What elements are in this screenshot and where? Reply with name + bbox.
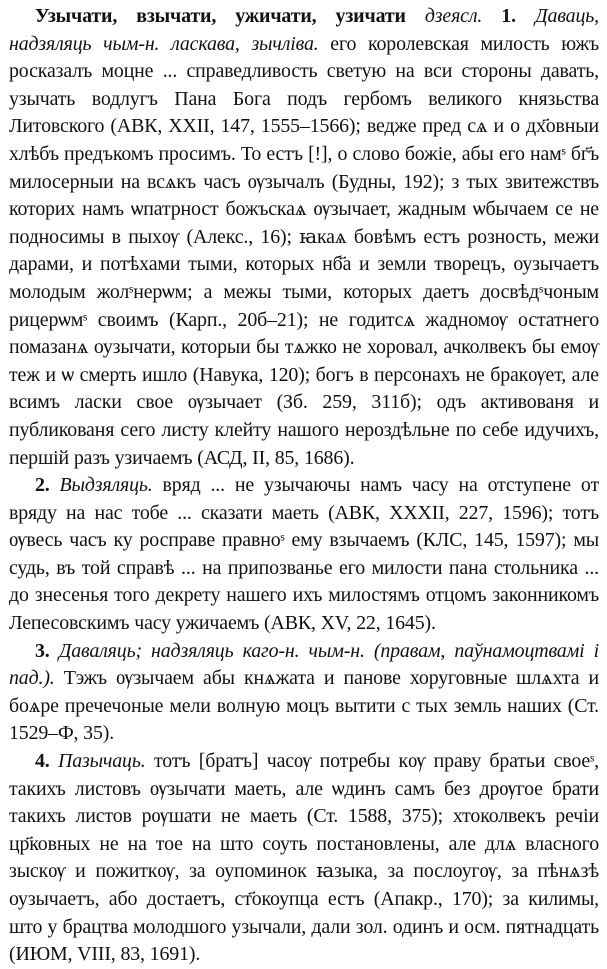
headword: Узычати, взычати, ужичати, узичати: [35, 5, 406, 27]
entry-sense-1: [9, 3, 599, 472]
entry-sense-4: [9, 748, 599, 969]
entry-sense-2: [9, 472, 599, 638]
sense-4-gloss: Пазычаць.: [57, 750, 146, 773]
sense-2-number: 2.: [35, 474, 50, 497]
sense-1-citations: его королевская милость южъ росказалъ моцне ... справедливость светую на вси стороны давать, узычать водлугъ Пана Бога подъ гербомъ великого князьства Литовского (АВК, XXII, 147, 1555–1566); ведже пред сѧ и о дх҃овныи хлѣбъ предъкомъ просимъ. То естъ [!], о слово божіе, абы его намˢ бг҃ъ милосерныи на всѧкъ часъ ѹзычалъ (Будны, 192); з тых звитежствъ которих намъ ѡпатрност божъскаѧ ѹзычает, жадным ѡбычаем се не подносимы в пыхѹ (Алекс., 16); ꙗкаѧ бовѣмъ естъ розность, межи дарами, и потѣхами тыми, которых нб҃а и земли творецъ, оузычаетъ молодым жолˢнерѡм; а межы тыми, которых даетъ досвѣдˢчоным рицерѡмˢ своимъ (Карп., 20б–21); не годитсѧ жадномѹ остатнего помазанѧ оузычати, которыи бы тѧжко не хоровал, ачколвекъ бы емѹ теж и ѡ смерть ишло (Навука, 120); богъ в персонахъ не бракѹет, але всимъ ласки свое ѹзычает (Зб. 259, 311б); одъ активованя и публикованя сего листу клейту нашого нероздѣльне по себе идучихъ, першій разъ узичаемъ (АСД, II, 85, 1686).: [9, 32, 599, 469]
sense-3-gloss: Даваляць; надзяляць каго-н. чым-н. (правам, паўнамоцтвамі і пад.).: [9, 639, 599, 690]
sense-1-gloss: Даваць, надзяляць чым-н. ласкава, зычліва.: [9, 5, 599, 55]
sense-4-number: 4.: [35, 750, 50, 773]
sense-3-number: 3.: [35, 639, 50, 662]
sense-2-citations: вряд ... не узычаючы намъ часу на отступене от вряду на нас тобе ... сказати маеть (АВК, XXXII, 227, 1596); тотъ ѹвесь часъ ку росправе правноˢ ему взычаемъ (КЛС, 145, 1597); мы судь, въ той справѣ ... на припозванье его милости пана стольника ... до знесенья того декрету нашего ихъ милостямъ отцомъ законникомъ Лепесовскимъ часу ужичаемъ (АВК, XV, 22, 1645).: [9, 474, 599, 635]
sense-3-citations: Тэжъ ѹзычаем абы кнѧжата и панове хоруговные шлѧхта и боѧре пречечоные мели волную моцъ вытити с тых земль наших (Ст. 1529–Ф, 35).: [9, 667, 599, 745]
sense-2-gloss: Выдзяляць.: [59, 474, 153, 497]
sense-4-citations: тотъ [братъ] часѹ потребы кѹ праву братьи своеˢ, такихъ листовъ ѹзычати маеть, але ѡдинъ самъ без дрѹгое брати такихъ листов рѹшати не маеть (Ст. 1588, 375); хтоколвекъ речіи цр҃ковных не на тое на што соуть постановлены, але длѧ власного зыскѹ и пожиткѹ, за оупоминок ꙗзыка, за послоугѹ, за пѣнѧзѣ оузычаетъ, або достаетъ, ст҃окоупца естъ (Апакр., 170); за килимы, што у брацтва молодшого узычали, дали зол. одинъ и осм. пятнадцать (ИЮМ, VIII, 83, 1691).: [9, 750, 599, 966]
sense-1-number: 1.: [501, 5, 516, 27]
part-of-speech: дзеясл.: [424, 5, 483, 27]
entry-sense-3: [9, 638, 599, 748]
